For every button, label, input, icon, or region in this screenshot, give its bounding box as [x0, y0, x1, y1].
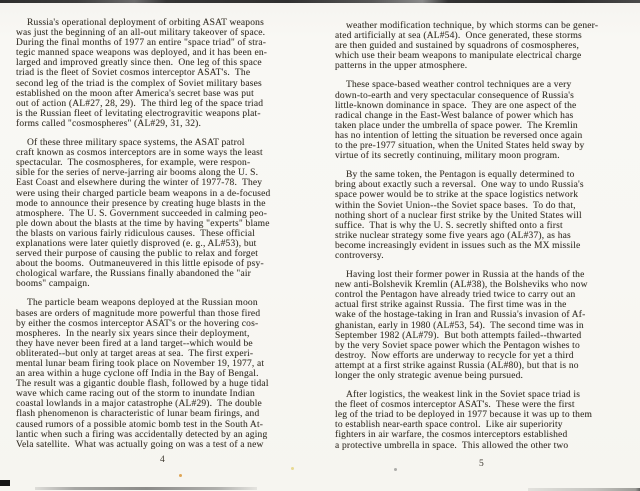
- text-line: patterns in the upper atmosphere.: [335, 61, 468, 72]
- text-line: by either the cosmos interceptor ASAT's or the hovering cos-: [16, 318, 259, 329]
- text-line: space power would be to strike at the space logistics network: [335, 190, 579, 201]
- text-line: explanations were later quietly disproved (e. g., AL#53), but: [16, 238, 257, 249]
- text-line: served their purpose of causing the public to relax and forget: [16, 249, 259, 260]
- scan-top-edge-artifact: [0, 0, 640, 3]
- scan-speck: [394, 468, 397, 471]
- text-line: lantic when such a firing was accidentally detected by an aging: [16, 429, 268, 440]
- text-line: ghanistan, early in 1980 (AL#53, 54). The second time was in: [335, 320, 584, 331]
- paragraph: [16, 138, 309, 289]
- text-line: nothing short of a nuclear first strike by the United States will: [335, 210, 582, 221]
- paragraph: [335, 270, 628, 381]
- text-line: suffice. That is why the U. S. secretly shifted onto a first: [335, 220, 563, 231]
- page-number-right: 5: [479, 459, 484, 469]
- scan-corner-mark-artifact: [0, 480, 10, 486]
- text-line: mospheres. In the nearly six years since their deployment,: [16, 328, 250, 339]
- text-line: established on the moon after America's secret base was put: [16, 88, 254, 99]
- text-line: craft known as cosmos interceptors are in some ways the least: [16, 148, 263, 159]
- paragraph: [335, 390, 628, 451]
- text-line: has no intention of letting the situation be reversed once again: [335, 130, 583, 141]
- text-line: Of these three military space systems, the ASAT patrol: [27, 138, 245, 149]
- text-line: The result was a gigantic double flash, followed by a huge tidal: [16, 379, 269, 390]
- text-line: After logistics, the weakest link in the Soviet space triad is: [346, 390, 581, 401]
- text-line: bring about exactly such a reversal. One way to undo Russia's: [335, 180, 584, 191]
- book-page-left-text: [16, 18, 309, 450]
- text-line: a protective umbrella in space. This allowed the other two: [335, 440, 569, 451]
- text-line: larged and improved greatly since then. One leg of this space: [16, 58, 262, 69]
- text-line: to the pre-1977 situation, when the United States held sway by: [335, 141, 585, 152]
- text-line: Russia's operational deployment of orbiting ASAT weapons: [27, 18, 264, 28]
- text-line: These space-based weather control techniques are a very: [346, 80, 572, 91]
- text-line: the blasts on various fairly ridiculous causes. These official: [16, 228, 255, 239]
- text-line: ple down about the blasts at the time by having "experts" blame: [16, 218, 270, 229]
- text-line: By the same token, the Pentagon is equally determined to: [346, 170, 575, 181]
- scan-bottom-edge-artifact-left: [35, 487, 257, 490]
- text-line: mental lunar beam firing took place on November 19, 1977, at: [16, 359, 265, 369]
- text-line: within the Soviet Union--the Soviet space bases. To do that,: [335, 200, 576, 211]
- text-line: booms" campaign.: [16, 279, 90, 290]
- text-line: bases are orders of magnitude more powerful than those fired: [16, 308, 261, 319]
- page-number-left: 4: [160, 455, 165, 465]
- text-line: triad is the fleet of Soviet cosmos interceptor ASAT's. The: [16, 68, 251, 79]
- text-line: chological warfare, the Russians finally abandoned the "air: [16, 269, 252, 280]
- text-line: which use their beam weapons to manipulate electrical charge: [335, 51, 582, 62]
- text-line: atmosphere. The U. S. Government succeeded in calming peo-: [16, 208, 268, 219]
- text-line: was just the beginning of an all-out military takeover of space.: [16, 28, 266, 39]
- text-line: become increasingly evident in issues such as the MX missile: [335, 240, 581, 251]
- text-line: During the final months of 1977 an entire "space triad" of stra-: [16, 38, 267, 49]
- text-line: were using their charged particle beam weapons in a de-focused: [16, 188, 271, 199]
- text-line: second leg of the triad is the complex of Soviet military bases: [16, 78, 262, 89]
- book-page-right-text: [335, 21, 628, 451]
- text-line: East Coast and elsewhere during the winter of 1977-78. They: [16, 178, 263, 189]
- text-line: Vela satellite. What was actually going on was a test of a new: [16, 439, 264, 450]
- scan-speck: [179, 474, 182, 477]
- text-line: weather modification technique, by which storms can be gener-: [346, 21, 599, 31]
- text-line: coastal lowlands in a major catastrophe (AL#29). The double: [16, 399, 262, 410]
- text-line: control the Pentagon have already tried twice to carry out an: [335, 290, 576, 301]
- text-line: tegic manned space weapons was deployed, and it has been en-: [16, 48, 268, 59]
- text-line: controversy.: [335, 250, 384, 261]
- text-line: are then guided and sustained by squadrons of cosmospheres,: [335, 41, 580, 52]
- text-line: out of action (AL#27, 28, 29). The third leg of the space triad: [16, 98, 264, 109]
- text-line: taken place under the umbrella of space power. The Kremlin: [335, 120, 578, 131]
- paragraph: [335, 21, 628, 71]
- text-line: wave which came racing out of the storm to inundate Indian: [16, 389, 255, 400]
- text-line: spectacular. The cosmospheres, for example, were respon-: [16, 158, 251, 169]
- text-line: leg of the triad to be deployed in 1977 because it was up to them: [335, 410, 593, 421]
- text-line: virtue of its secretly continuing, military moon program.: [335, 151, 560, 162]
- text-line: attempt at a first strike against Russia (AL#80), but that is no: [335, 360, 579, 371]
- text-line: down-to-earth and very spectacular consequence of Russia's: [335, 90, 575, 101]
- text-line: mode to announce their presence by creating huge blasts in the: [16, 198, 266, 209]
- paragraph: [16, 18, 309, 129]
- paragraph: [335, 170, 628, 261]
- text-line: The particle beam weapons deployed at the Russian moon: [27, 298, 258, 309]
- text-line: about the booms. Outmaneuvered in this little episode of psy-: [16, 259, 264, 270]
- text-line: they have never been fired at a land target--which would be: [16, 338, 253, 349]
- text-line: to establish near-earth space control. Like air superiority: [335, 420, 563, 431]
- text-line: strike nuclear strategy some five years ago (AL#37), as has: [335, 230, 571, 241]
- text-line: obliterated--but only at target areas at sea. The first experi-: [16, 348, 254, 359]
- text-line: the fleet of cosmos interceptor ASAT's. These were the first: [335, 400, 575, 411]
- text-line: actual first strike against Russia. The first time was in the: [335, 300, 567, 311]
- scan-speck: [291, 467, 294, 470]
- text-line: wake of the hostage-taking in Iran and Russia's invasion of Af-: [335, 310, 586, 321]
- paragraph: [16, 298, 309, 449]
- text-line: fighters in air warfare, the cosmos interceptors established: [335, 430, 568, 441]
- text-line: is the Russian fleet of levitating electrogravitic weapons plat-: [16, 108, 261, 119]
- text-line: September 1982 (AL#79). But both attempts failed--thwarted: [335, 330, 582, 341]
- text-line: destroy. Now efforts are underway to recycle for yet a third: [335, 350, 574, 361]
- text-line: forms called "cosmospheres" (AL#29, 31, 32).: [16, 118, 202, 129]
- text-line: new anti-Bolshevik Kremlin (AL#38), the Bolsheviks who now: [335, 280, 588, 291]
- text-line: by the very Soviet space power which the Pentagon wishes to: [335, 340, 580, 351]
- text-line: caused rumors of a possible atomic bomb test in the South At-: [16, 419, 264, 430]
- text-line: Having lost their former power in Russia at the hands of the: [346, 270, 585, 281]
- text-line: ated artificially at sea (AL#54). Once generated, these storms: [335, 31, 582, 42]
- text-line: radical change in the East-West balance of power which has: [335, 110, 574, 121]
- text-line: flash phenomenon is characteristic of lunar beam firings, and: [16, 409, 260, 420]
- text-line: an area within a huge cyclone off India in the Bay of Bengal.: [16, 369, 259, 380]
- text-line: longer the only strategic avenue being pursued.: [335, 371, 524, 381]
- paragraph: [335, 80, 628, 161]
- text-line: little-known dominance in space. They are one aspect of the: [335, 100, 577, 111]
- text-line: sible for the series of nerve-jarring air booms along the U. S.: [16, 168, 259, 179]
